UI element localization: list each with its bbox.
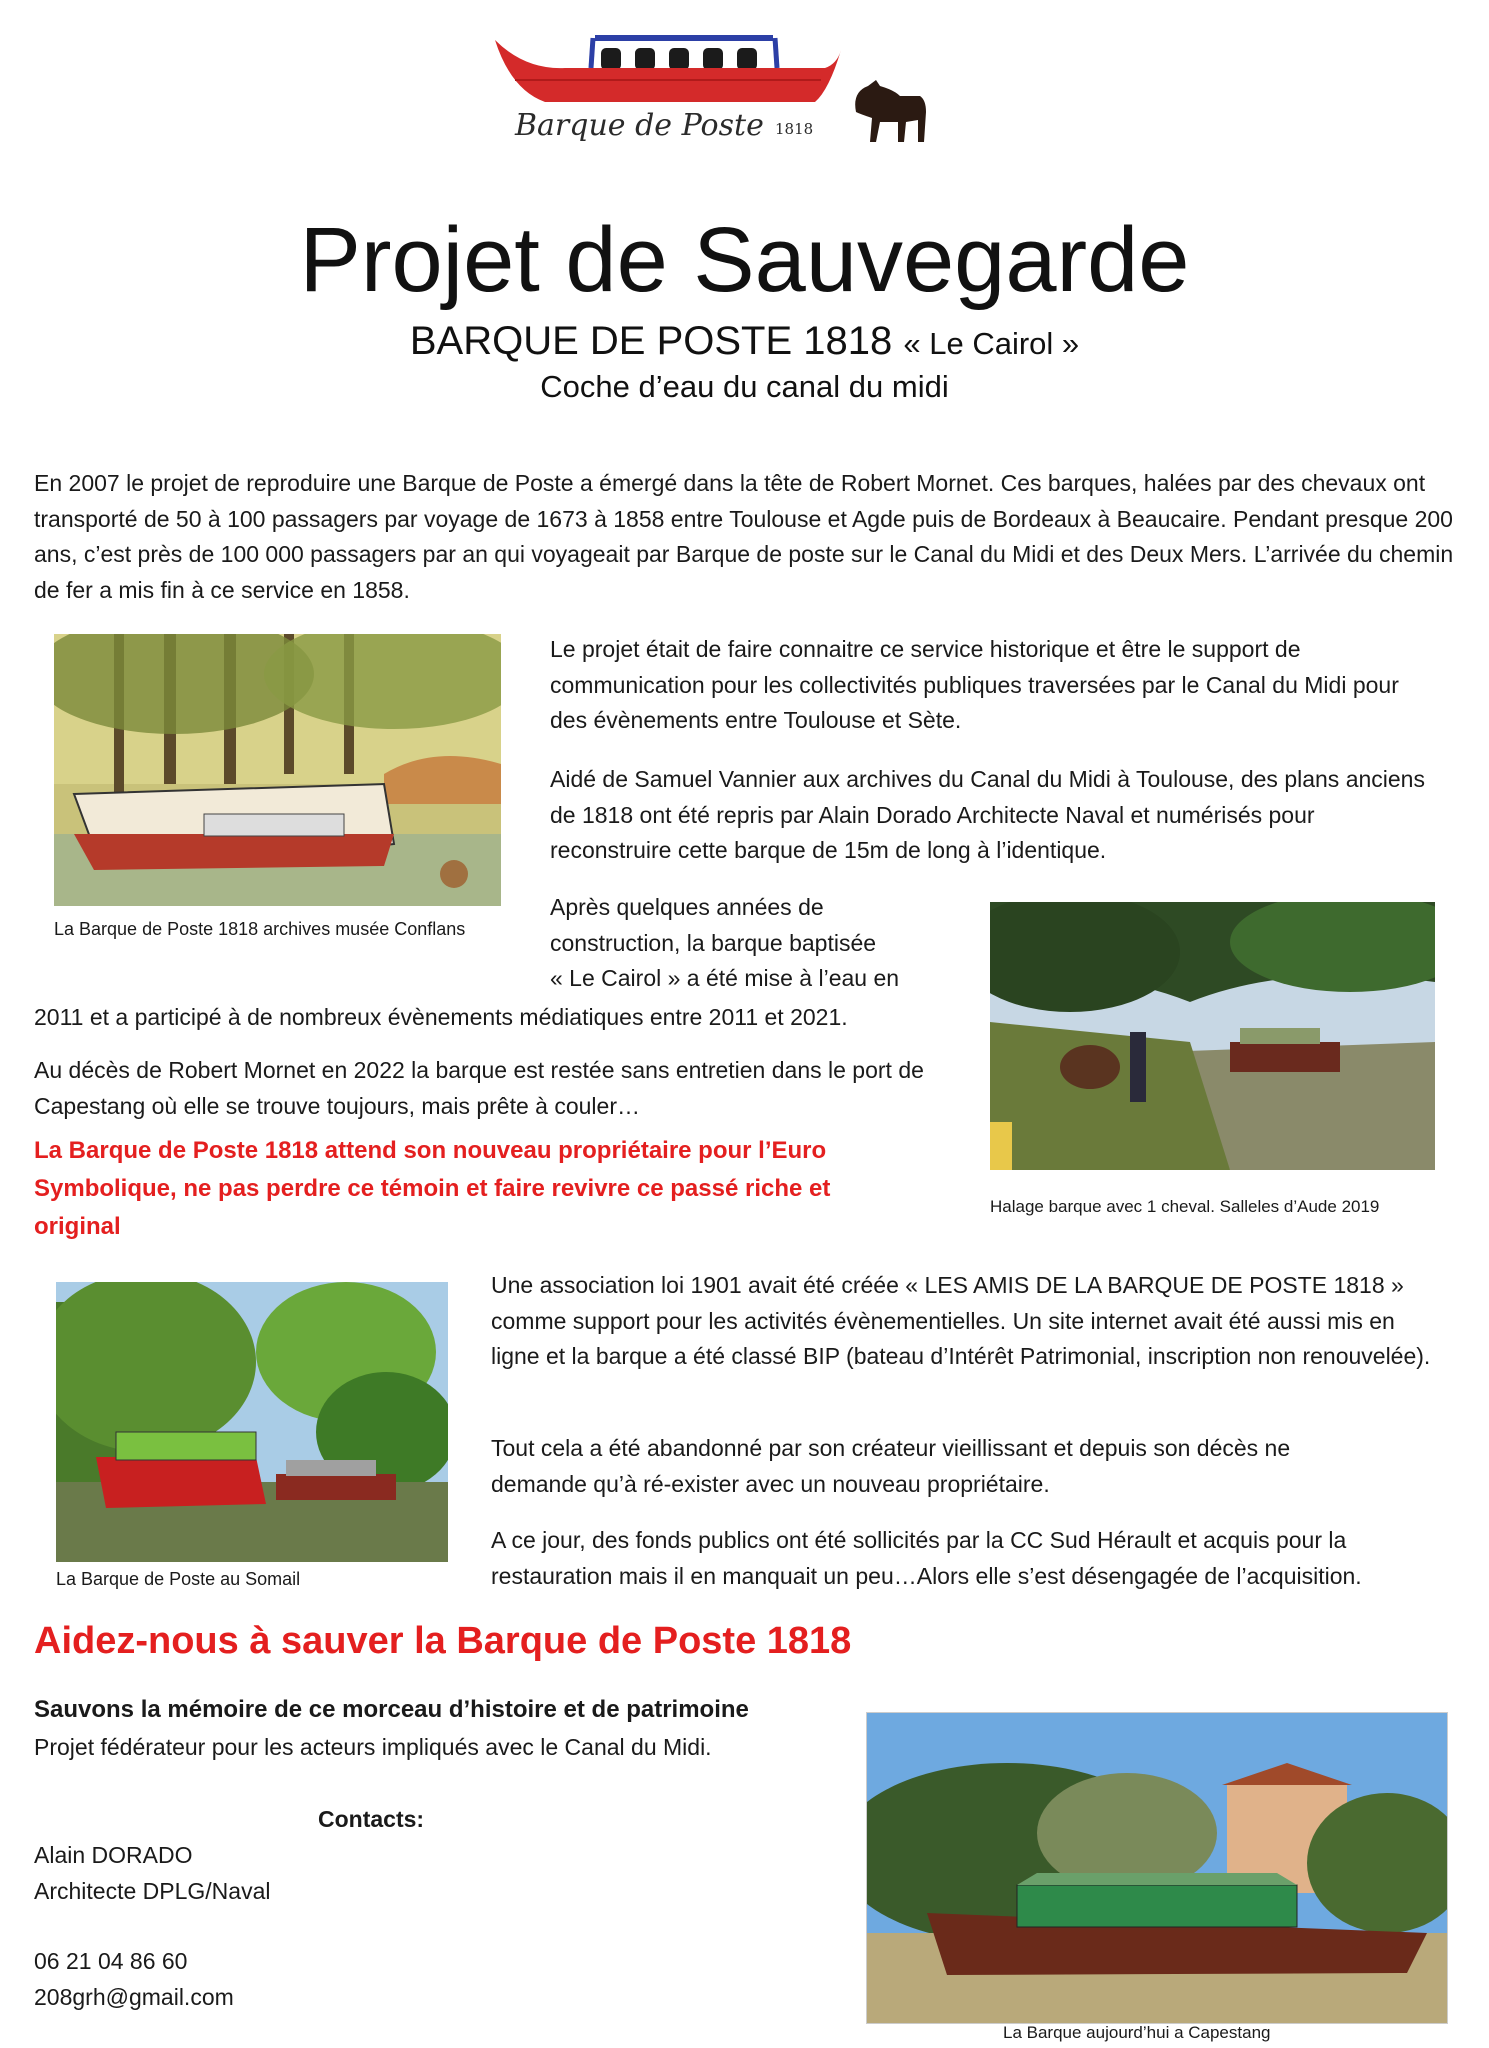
fonds-paragraph: A ce jour, des fonds publics ont été sollicités par la CC Sud Hérault et acquis pour la restauration mais il en manquait un peu…Alors elle s’est désengagée de l’acquisition. [491,1527,1362,1589]
logo-year: 1818 [775,120,814,138]
logo-text: Barque de Poste [515,108,764,143]
abandon-paragraph: Tout cela a été abandonné par son créateur vieillissant et depuis son décès ne demande qu’à ré-exister avec un nouveau propriétaire. [491,1435,1291,1497]
apres-paragraph [550,890,950,997]
contact-phone: 06 21 04 86 60 [34,1948,188,1974]
contacts-heading: Contacts: [318,1806,425,1832]
call-to-action-heading: Aidez-nous à sauver la Barque de Poste 1818 [34,1620,852,1662]
caption-somail: La Barque de Poste au Somail [56,1569,301,1589]
caption-archives: La Barque de Poste 1818 archives musée Conflans [54,919,466,939]
apres-line-1: Après quelques années de [550,894,824,920]
apres-line-2: construction, la barque baptisée [550,929,877,956]
subtitle-2: Coche d’eau du canal du midi [540,369,949,404]
subtitle-name: « Le Cairol » [903,326,1080,361]
deces-paragraph: Au décès de Robert Mornet en 2022 la barque est restée sans entretien dans le port de Capestang où elle se trouve toujours, mais prête à couler… [34,1057,924,1119]
capestang-photo-image [866,1712,1448,2024]
subtitle-main: BARQUE DE POSTE 1818 [409,319,893,363]
archives-painting-image [54,634,501,906]
contact-email[interactable]: 208grh@gmail.com [34,1984,234,2010]
apres-paragraph-end: 2011 et a participé à de nombreux évènements médiatiques entre 2011 et 2021. [34,1004,848,1030]
subtitle [0,318,1489,367]
caption-halage: Halage barque avec 1 cheval. Salleles d’Aude 2019 [990,1197,1380,1216]
page-title: Projet de Sauvegarde [299,209,1190,311]
projet-paragraph: Le projet était de faire connaitre ce service historique et être le support de communication pour les collectivités publiques traversées par le Canal du Midi pour des évènements entre Toulouse et Sète. [550,636,1399,733]
association-paragraph: Une association loi 1901 avait été créée « LES AMIS DE LA BARQUE DE POSTE 1818 » comme support pour les activités évènementielles. Un site internet avait été aussi mis en ligne et la barque a été classé BIP (bateau d’Intérêt Patrimonial, inscription non renouvelée). [491,1272,1431,1369]
contact-name: Alain DORADO [34,1842,193,1868]
aide-paragraph: Aidé de Samuel Vannier aux archives du Canal du Midi à Toulouse, des plans anciens de 1818 ont été repris par Alain Dorado Architecte Naval et numérisés pour reconstruire cette barque de 15m de long à l’identique. [550,766,1425,863]
apres-line-3: « Le Cairol » a été mise à l’eau en [550,965,900,991]
contact-title: Architecte DPLG/Naval [34,1878,271,1904]
federateur-line: Projet fédérateur pour les acteurs impliqués avec le Canal du Midi. [34,1734,712,1760]
caption-capestang: La Barque aujourd’hui a Capestang [1003,2023,1271,2042]
sauvons-line: Sauvons la mémoire de ce morceau d’histoire et de patrimoine [34,1696,749,1723]
horse-icon [850,72,928,144]
red-callout: La Barque de Poste 1818 attend son nouveau propriétaire pour l’Euro Symbolique, ne pas perdre ce témoin et faire revivre ce passé riche et original [34,1137,831,1240]
halage-photo-image [990,902,1435,1170]
somail-photo-image [56,1282,448,1562]
intro-paragraph: En 2007 le projet de reproduire une Barque de Poste a émergé dans la tête de Robert Mornet. Ces barques, halées par des chevaux ont transporté de 50 à 100 passagers par voyage de 1673 à 1858 entre Toulouse et Agde puis de Bordeaux à Beaucaire. Pendant presque 200 ans, c’est près de 100 000 passagers par an qui voyageait par Barque de poste sur le Canal du Midi et des Deux Mers. L’arrivée du chemin de fer a mis fin à ce service en 1858. [34,470,1454,603]
